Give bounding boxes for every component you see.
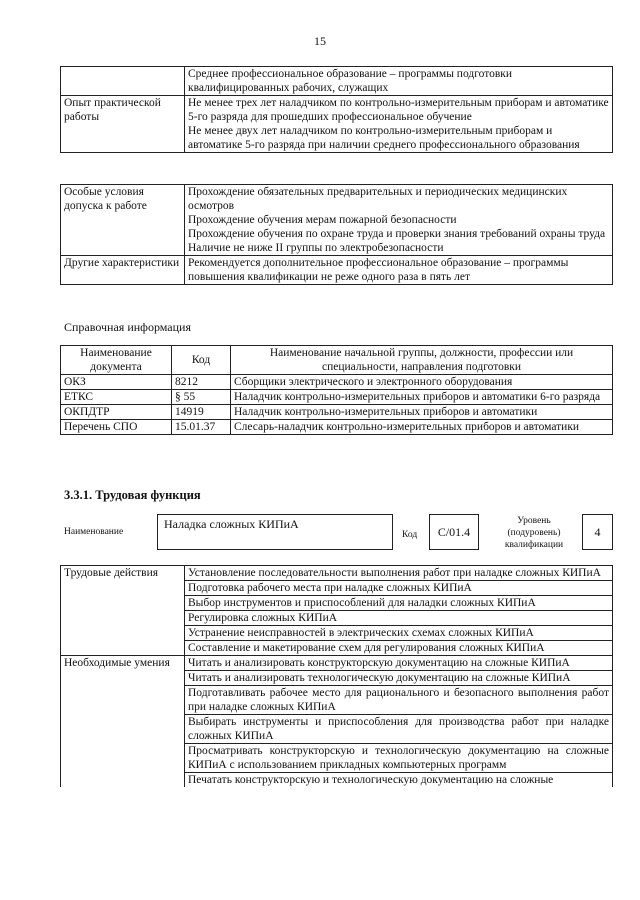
skill-item: Просматривать конструкторскую и технологическую документацию на сложные КИПиА с использованием прикладных компьютерных программ xyxy=(185,744,613,773)
skill-item: Подготавливать рабочее место для рационального и безопасного выполнения работ при наладке сложных КИПиА xyxy=(185,686,613,715)
function-code-value: C/01.4 xyxy=(437,524,471,539)
other-line: Рекомендуется дополнительное профессиональное образование – программы повышения квалификации не реже одного раза в пять лет xyxy=(188,257,569,283)
function-code-label: Код xyxy=(402,530,418,540)
table-row xyxy=(61,420,613,435)
section-title: 3.3.1. Трудовая функция xyxy=(64,488,201,502)
action-item: Выбор инструментов и приспособлений для наладки сложных КИПиА xyxy=(185,596,613,611)
table-row xyxy=(61,405,613,420)
action-item: Установление последовательности выполнения работ при наладке сложных КИПиА xyxy=(185,566,613,581)
function-code-box xyxy=(429,514,479,550)
skill-item: Читать и анализировать технологическую документацию на сложные КИПиА xyxy=(185,671,613,686)
skill-item: Читать и анализировать конструкторскую документацию на сложные КИПиА xyxy=(185,656,613,671)
other-label-cell: Другие характеристики xyxy=(61,256,185,285)
experience-line: Не менее двух лет наладчиком по контрольно-измерительным приборам и автоматике 5-го разряда при наличии среднего профессионального образования xyxy=(188,125,580,151)
experience-line: Не менее трех лет наладчиком по контрольно-измерительным приборам и автоматике 5-го разряда для прошедших профессиональное обучение xyxy=(188,97,609,123)
function-level-label: Уровень (подуровень) квалификации xyxy=(504,516,564,550)
ref-code-cell: 14919 xyxy=(172,405,231,420)
education-label-cell xyxy=(61,67,185,96)
admission-line: Прохождение обучения по охране труда и проверки знания требований охраны труда xyxy=(188,228,606,240)
ref-name-cell: Слесарь-наладчик контрольно-измерительных приборов и автоматики xyxy=(231,420,613,435)
education-table xyxy=(60,66,613,153)
reference-title: Справочная информация xyxy=(64,320,191,334)
action-item: Устранение неисправностей в электрических схемах сложных КИПиА xyxy=(185,626,613,641)
education-line: Среднее профессиональное образование – программы подготовки квалифицированных рабочих, служащих xyxy=(188,68,513,94)
ref-doc-cell: ОКЗ xyxy=(61,375,172,390)
ref-header-name: Наименование начальной группы, должности, профессии или специальности, направления подготовки xyxy=(231,346,613,375)
actions-table xyxy=(60,565,613,787)
admission-value-cell xyxy=(185,185,613,256)
admission-line: Наличие не ниже II группы по электробезопасности xyxy=(188,242,444,254)
ref-doc-cell: ЕТКС xyxy=(61,390,172,405)
admission-line: Прохождение обучения мерам пожарной безопасности xyxy=(188,214,457,226)
action-item: Регулировка сложных КИПиА xyxy=(185,611,613,626)
function-name-box xyxy=(157,514,393,550)
function-name-label: Наименование xyxy=(64,527,124,537)
admission-line: Прохождение обязательных предварительных и периодических медицинских осмотров xyxy=(188,186,568,212)
action-item: Подготовка рабочего места при наладке сложных КИПиА xyxy=(185,581,613,596)
table-row xyxy=(61,375,613,390)
conditions-table xyxy=(60,184,613,285)
admission-label-cell: Особые условия допуска к работе xyxy=(61,185,185,256)
action-item: Составление и макетирование схем для регулирования сложных КИПиА xyxy=(185,641,613,656)
page-number: 15 xyxy=(314,34,326,48)
education-value-cell xyxy=(185,67,613,96)
function-name-value: Наладка сложных КИПиА xyxy=(164,517,299,531)
ref-doc-cell: Перечень СПО xyxy=(61,420,172,435)
experience-value-cell xyxy=(185,96,613,153)
ref-header-code: Код xyxy=(172,346,231,375)
skill-item: Печатать конструкторскую и технологическую документацию на сложные xyxy=(185,773,613,788)
experience-label-cell: Опыт практической работы xyxy=(61,96,185,153)
ref-code-cell: § 55 xyxy=(172,390,231,405)
table-row xyxy=(61,390,613,405)
ref-code-cell: 15.01.37 xyxy=(172,420,231,435)
ref-name-cell: Сборщики электрического и электронного оборудования xyxy=(231,375,613,390)
ref-name-cell: Наладчик контрольно-измерительных приборов и автоматики 6-го разряда xyxy=(231,390,613,405)
ref-doc-cell: ОКПДТР xyxy=(61,405,172,420)
actions-label-cell: Трудовые действия xyxy=(61,566,185,656)
function-level-value: 4 xyxy=(594,524,601,539)
other-value-cell xyxy=(185,256,613,285)
ref-code-cell: 8212 xyxy=(172,375,231,390)
skill-item: Выбирать инструменты и приспособления для производства работ при наладке сложных КИПиА xyxy=(185,715,613,744)
reference-table xyxy=(60,345,613,435)
skills-label-cell: Необходимые умения xyxy=(61,656,185,788)
ref-header-doc: Наименование документа xyxy=(61,346,172,375)
function-level-box xyxy=(582,514,613,550)
ref-name-cell: Наладчик контрольно-измерительных приборов и автоматики xyxy=(231,405,613,420)
